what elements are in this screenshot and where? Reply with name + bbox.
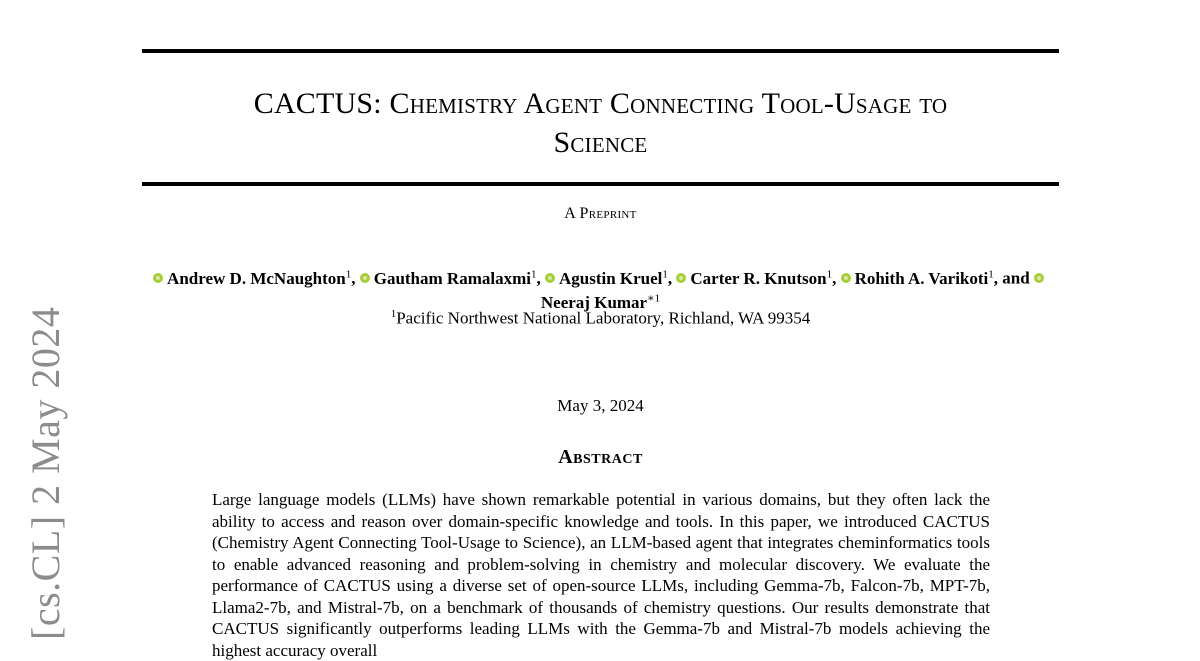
author-name: Andrew D. McNaughton [167, 268, 346, 288]
author-affiliation-mark: 1 [662, 268, 668, 280]
author-separator: , [832, 268, 841, 288]
author-affiliation-mark: 1 [530, 268, 537, 280]
paper-title-line-2: Science [553, 126, 648, 159]
author-separator: , [667, 268, 677, 288]
author-name: Neeraj Kumar [540, 293, 648, 313]
abstract-heading: Abstract [558, 446, 643, 468]
orcid-icon[interactable] [841, 273, 851, 283]
author-name: Carter R. Knutson [690, 268, 827, 288]
author-affiliation-mark: 1 [345, 268, 352, 280]
abstract-text: Large language models (LLMs) have shown remarkable potential in various domains, but they often lack the ability to access and reason over domain-specific knowledge and tools. In this paper, we introduced CACTUS (Chemistry Agent Connecting Tool-Usage to Science), an LLM-based agent that integrates cheminformatics tools to enable advanced reasoning and problem-solving in chemistry and molecular discovery. We evaluate the performance of CACTUS using a diverse set of open-source LLMs, including Gemma-7b, Falcon-7b, MPT-7b, Llama2-7b, and Mistral-7b, on a benchmark of thousands of chemistry questions. Our results demonstrate that CACTUS significantly outperforms leading LLMs with the Gemma-7b and Mistral-7b models achieving the highest accuracy overall [212, 490, 990, 660]
orcid-icon[interactable] [545, 273, 555, 283]
author-name: Rohith A. Varikoti [854, 268, 989, 288]
title-bottom-rule [142, 182, 1059, 186]
author[interactable] [841, 269, 994, 288]
orcid-icon[interactable] [1034, 273, 1044, 283]
preprint-label: A Preprint [564, 205, 637, 222]
title-top-rule [142, 49, 1059, 53]
author-list [142, 264, 1059, 313]
orcid-icon[interactable] [153, 273, 163, 283]
paper-title-line-1: CACTUS: Chemistry Agent Connecting Tool-Usage to [253, 87, 948, 120]
orcid-icon[interactable] [360, 273, 370, 283]
affiliation-text: Pacific Northwest National Laboratory, Richland, WA 99354 [396, 308, 811, 328]
author-affiliation-mark: ∗1 [647, 292, 661, 305]
paper-title [142, 84, 1059, 162]
author-name: Gautham Ramalaxmi [373, 268, 531, 288]
author[interactable] [153, 269, 351, 288]
author-name: Agustin Kruel [558, 268, 663, 288]
orcid-icon[interactable] [676, 273, 686, 283]
author[interactable] [360, 269, 537, 288]
arxiv-side-stamp: [cs.CL] 2 May 2024 [23, 306, 68, 640]
affiliation-mark: 1 [390, 308, 397, 320]
author-separator: , and [993, 268, 1034, 288]
author-affiliation-mark: 1 [826, 268, 833, 280]
author-separator: , [536, 268, 545, 288]
affiliation [142, 308, 1059, 329]
author[interactable] [676, 269, 832, 288]
author-affiliation-mark: 1 [988, 268, 994, 280]
publication-date: May 3, 2024 [557, 396, 644, 415]
author-separator: , [351, 268, 360, 288]
author[interactable] [545, 269, 668, 288]
